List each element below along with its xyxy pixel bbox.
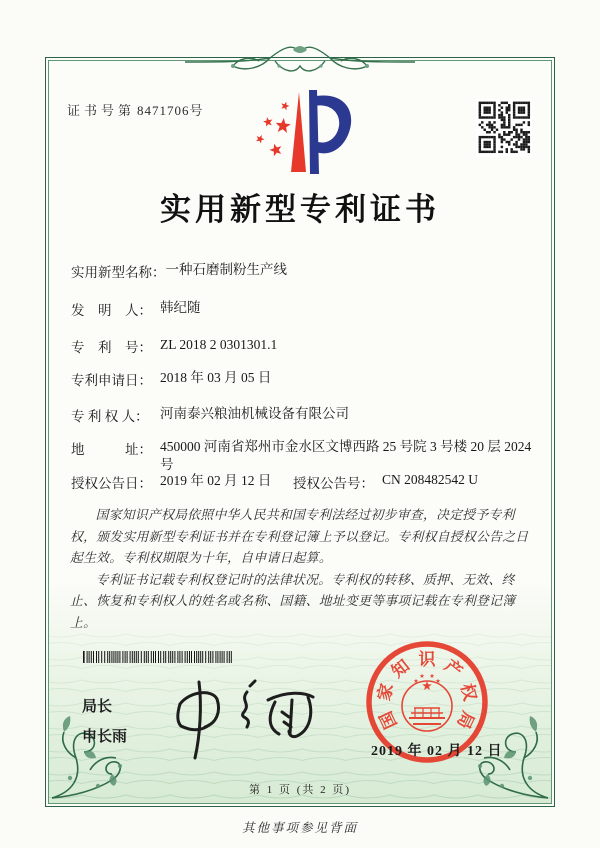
page-number: 第 1 页 (共 2 页) [248, 784, 352, 796]
logo-wedge [291, 92, 306, 172]
certificate-number [67, 100, 207, 119]
officer-block [82, 692, 127, 752]
field-patentee [71, 405, 542, 425]
field-inventor [71, 299, 542, 319]
logo-p-bowl [315, 95, 351, 153]
field-value: ZL 2018 2 0301301.1 [160, 337, 278, 352]
field-utility-model-name [71, 261, 542, 281]
svg-text:知: 知 [388, 655, 414, 682]
field-filing-date [71, 369, 542, 389]
certificate-number-suffix: 号 [189, 103, 207, 118]
field-label: 专 利 权 人： [71, 409, 149, 424]
cnipa-patent-logo-icon [252, 86, 356, 182]
back-note: 其他事项参见背面 [241, 821, 358, 835]
field-grant-row [71, 472, 542, 492]
legal-paragraph-2: 专利证书记载专利权登记时的法律状况。专利权的转移、质押、无效、终止、恢复和专利权人的姓名或名称、国籍、地址变更等事项记载在专利登记簿上。 [70, 572, 516, 630]
field-value-grant-date: 2019 年 02 月 12 日 [160, 473, 272, 488]
svg-text:局: 局 [453, 708, 478, 732]
field-value: 2018 年 03 月 05 日 [160, 370, 272, 385]
field-label: 地 址： [71, 442, 152, 457]
director-signature [150, 664, 325, 766]
svg-text:权: 权 [457, 681, 480, 703]
field-address [71, 438, 542, 474]
certificate-number-value: 8471706 [137, 103, 190, 118]
field-value: 450000 河南省郑州市金水区文博西路 25 号院 3 号楼 20 层 2024 号 [160, 439, 532, 472]
field-patent-number [71, 336, 542, 356]
legal-paragraph-1: 国家知识产权局依照中华人民共和国专利法经过初步审查，决定授予专利权，颁发实用新型专利证书并在专利登记簿上予以登记。专利权自授权公告之日起生效。专利权期限为十年，自申请日起算。 [70, 508, 529, 565]
legal-text [70, 505, 538, 634]
officer-title: 局长 [82, 698, 113, 715]
field-value: 一种石磨制粉生产线 [165, 262, 287, 277]
field-label: 专 利 号： [71, 340, 152, 355]
svg-text:产: 产 [440, 655, 466, 682]
qr-code-icon [476, 99, 532, 157]
svg-text:识: 识 [418, 650, 436, 669]
seal-issue-date: 2019 年 02 月 12 日 [371, 744, 503, 759]
barcode-icon [83, 651, 234, 663]
field-label-grant-number: 授权公告号： [293, 476, 374, 491]
field-value: 韩纪随 [160, 300, 201, 315]
certificate-number-prefix: 证书号第 [67, 103, 136, 118]
field-value: 河南泰兴粮油机械设备有限公司 [160, 406, 349, 421]
officer-name: 申长雨 [82, 728, 128, 745]
field-label: 专利申请日： [71, 373, 152, 388]
field-value-grant-number: CN 208482542 U [382, 472, 479, 487]
field-label-grant-date: 授权公告日： [71, 476, 152, 491]
field-label: 发 明 人： [71, 303, 152, 318]
national-emblem [402, 681, 452, 731]
svg-text:家: 家 [374, 681, 397, 703]
field-label: 实用新型名称： [71, 265, 166, 280]
svg-text:国: 国 [376, 708, 401, 732]
certificate-title: 实用新型专利证书 [160, 192, 440, 227]
